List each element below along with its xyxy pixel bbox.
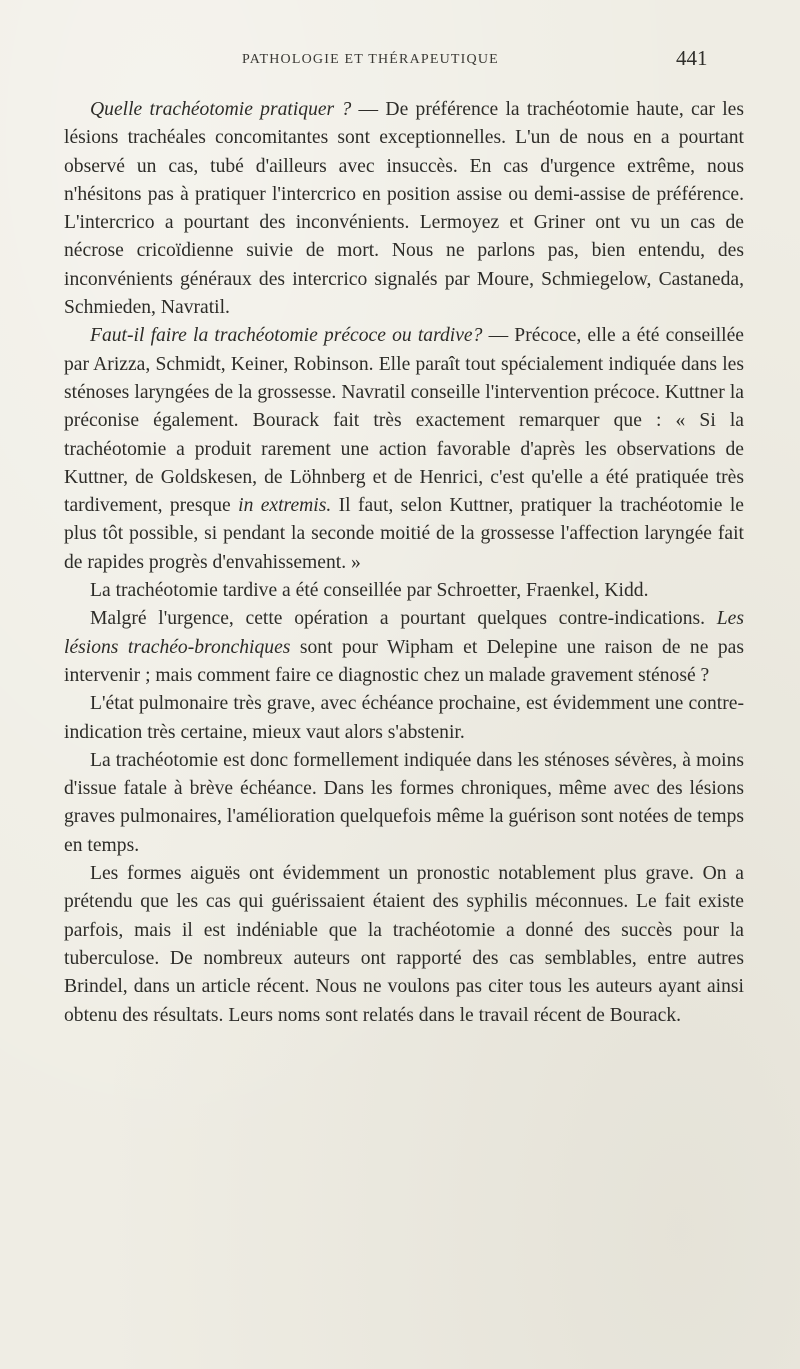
paragraph-acute-forms [64, 860, 744, 1030]
paragraph-contraindications [64, 605, 744, 690]
paragraph-text: Les formes aiguës ont évidemment un pronostic notablement plus grave. On a prétendu que les cas qui guérissaient étaient des syphilis méconnues. Le fait existe parfois, mais il est indéniable que la trachéotomie a donné des succès pour la tuberculose. De nombreux auteurs ont rapporté des cas semblables, entre autres Brindel, dans un article récent. Nous ne voulons pas citer tous les auteurs ayant ainsi obtenu des résultats. Leurs noms sont relatés dans le travail récent de Bourack. [64, 863, 744, 1026]
paragraph-heading: Quelle trachéotomie pratiquer ? [90, 99, 352, 120]
paragraph-text: Il faut, selon Kuttner, pratiquer la trachéotomie le plus tôt possible, si pendant la seconde moitié de la grossesse l'affection laryngée fait de rapides progrès d'envahissement. » [64, 495, 744, 573]
paragraph-tracheotomy-timing [64, 322, 744, 577]
running-title: PATHOLOGIE ET THÉRAPEUTIQUE [242, 52, 499, 67]
paragraph-text: — De préférence la trachéotomie haute, car les lésions trachéales concomitantes sont exceptionnelles. L'un de nous en a pourtant observé un cas, tubé d'ailleurs avec insuccès. En cas d'urgence extrême, nous n'hésitons pas à pratiquer l'intercrico en position assise ou demi-assise de préférence. L'intercrico a pourtant des inconvénients. Lermoyez et Griner ont vu un cas de nécrose cricoïdienne suivie de mort. Nous ne parlons pas, bien entendu, des inconvénients généraux des intercrico signalés par Moure, Schmiegelow, Castaneda, Schmieden, Navratil. [64, 99, 744, 319]
page-header [0, 46, 800, 74]
paragraph-text: La trachéotomie est donc formellement indiquée dans les sténoses sévères, à moins d'issue fatale à brève échéance. Dans les formes chroniques, même avec des lésions graves pulmonaires, l'amélioration quelquefois même la guérison sont notées de temps en temps. [64, 749, 744, 856]
page-number: 441 [676, 46, 708, 70]
paragraph-text: La trachéotomie tardive a été conseillée par Schroetter, Fraenkel, Kidd. [90, 580, 649, 602]
body-text [64, 96, 744, 1030]
paragraph-tracheotomy-type [64, 96, 744, 322]
paragraph-heading: Faut-il faire la trachéotomie précoce ou tardive? [90, 325, 483, 347]
italic-phrase: Les lésions trachéo-bronchiques [64, 608, 744, 658]
paragraph-text: L'état pulmonaire très grave, avec échéance prochaine, est évidemment une contre-indication très certaine, mieux vaut alors s'abstenir. [64, 693, 744, 743]
italic-phrase: in extremis. [238, 495, 332, 517]
paragraph-indications [64, 747, 744, 860]
paragraph-pulmonary-state [64, 690, 744, 747]
paragraph-text: Malgré l'urgence, cette opération a pourtant quelques contre-indications. [90, 608, 706, 630]
paragraph-text: sont pour Wipham et Delepine une raison de ne pas intervenir ; mais comment faire ce diagnostic chez un malade gravement sténosé ? [64, 636, 744, 686]
paragraph-late-tracheotomy [64, 577, 744, 605]
paragraph-text: — Précoce, elle a été conseillée par Arizza, Schmidt, Keiner, Robinson. Elle paraît tout spécialement indiquée dans les sténoses laryngées de la grossesse. Navratil conseille l'intervention précoce. Kuttner la préconise également. Bourack fait très exactement remarquer que : « Si la trachéotomie a produit rarement une action favorable d'après les observations de Kuttner, de Goldskesen, de Löhnberg et de Henrici, c'est qu'elle a été pratiquée très tardivement, presque [64, 325, 744, 517]
